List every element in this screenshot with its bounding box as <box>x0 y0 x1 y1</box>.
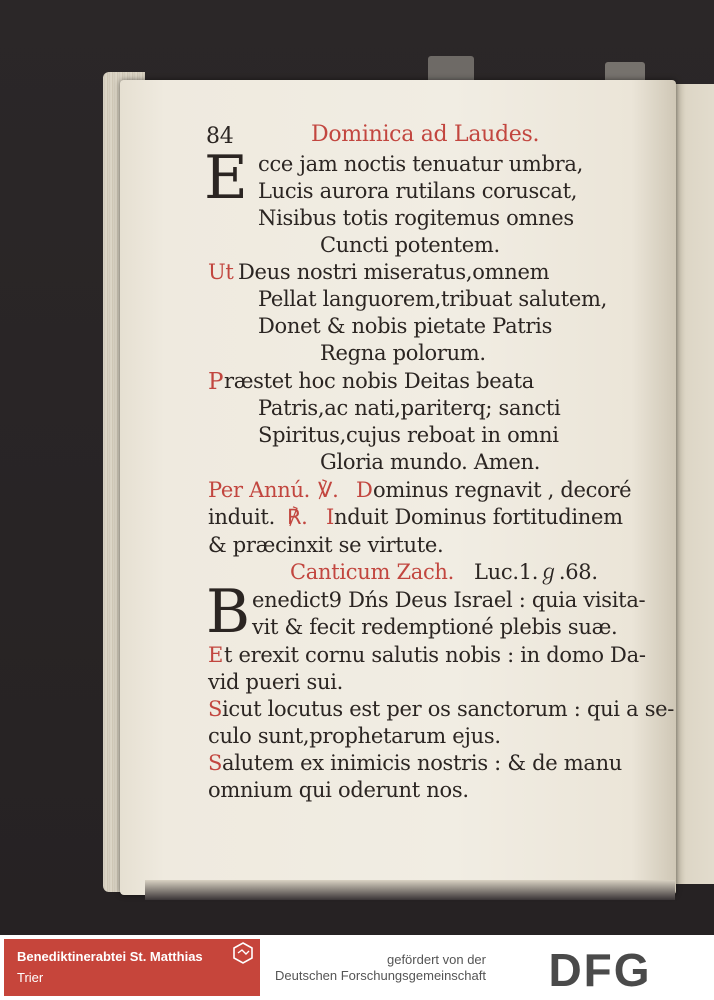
institution-city: Trier <box>17 970 44 985</box>
text-line: & præcinxit se virtute. <box>208 533 444 557</box>
facing-page <box>674 84 714 884</box>
text-line: Cuncti potentem. <box>320 233 500 257</box>
text-line: Patris,ac nati,pariterq; sancti <box>258 396 561 420</box>
text-line: cce jam noctis tenuatur umbra, <box>258 152 584 176</box>
text-line: t erexit cornu salutis nobis : in domo Da- <box>224 643 646 667</box>
text-line: induit. <box>208 505 275 529</box>
hexagon-logo-icon <box>232 942 254 964</box>
funding-line: Deutschen Forschungsgemeinschaft <box>274 968 486 983</box>
page-heading: Dominica ad Laudes. <box>311 122 540 147</box>
dfg-logo-icon[interactable] <box>494 945 706 991</box>
text-line: alutem ex inimicis nostris : & de manu <box>222 751 623 775</box>
text-line: vit & fecit redemptioné plebis suæ. <box>252 615 618 639</box>
text-line: nduit Dominus fortitudinem <box>334 505 623 529</box>
text-line: omnium qui oderunt nos. <box>208 778 469 802</box>
funding-line: gefördert von der <box>386 952 486 967</box>
institution-name[interactable]: Benediktinerabtei St. Matthias <box>17 949 203 964</box>
rubric-cap: E <box>208 643 224 667</box>
text-line: Pellat languorem,tribuat salutem, <box>258 287 607 311</box>
text-line: culo sunt,prophetarum ejus. <box>208 724 501 748</box>
text-line: Gloria mundo. Amen. <box>320 450 541 474</box>
canticle-title: Canticum Zach. <box>290 560 455 584</box>
rubric-cap: D <box>356 478 373 502</box>
text-line: Spiritus,cujus reboat in omni <box>258 423 559 447</box>
rubric-cap: Ut <box>208 260 234 284</box>
text-line: Lucis aurora rutilans coruscat, <box>258 179 578 203</box>
rubric-cap: P <box>208 369 224 395</box>
text-line: enedict9 Dńs Deus Israel : quia visita- <box>252 588 646 612</box>
page-shadow <box>145 880 675 900</box>
rubric-cap: S <box>208 751 223 775</box>
rubric-cap: S <box>208 697 223 721</box>
text-line: Regna polorum. <box>320 341 486 365</box>
text-line: ræstet hoc nobis Deitas beata <box>224 369 534 393</box>
rubric-cap: I <box>326 505 334 529</box>
text-line: Donet & nobis pietate Patris <box>258 314 553 338</box>
drop-cap: B <box>206 577 251 647</box>
drop-cap: E <box>204 143 248 213</box>
text-line: Deus nostri miseratus,omnem <box>238 260 550 284</box>
response-mark: ℟. <box>287 505 308 529</box>
page-number: 84 <box>206 124 234 149</box>
dfg-logo-text: DFG <box>548 945 652 991</box>
institution-badge[interactable] <box>4 939 260 996</box>
text-line: vid pueri sui. <box>208 670 344 694</box>
text-line: ominus regnavit , decoré <box>373 478 632 502</box>
text-line: Nisibus totis rogitemus omnes <box>258 206 574 230</box>
versicle-mark: ℣. <box>318 478 339 502</box>
canticle-reference: Luc.1.ℊ.68. <box>474 560 598 584</box>
rubric-label: Per Annú. <box>208 478 311 502</box>
text-line: icut locutus est per os sanctorum : qui a se- <box>222 697 675 721</box>
